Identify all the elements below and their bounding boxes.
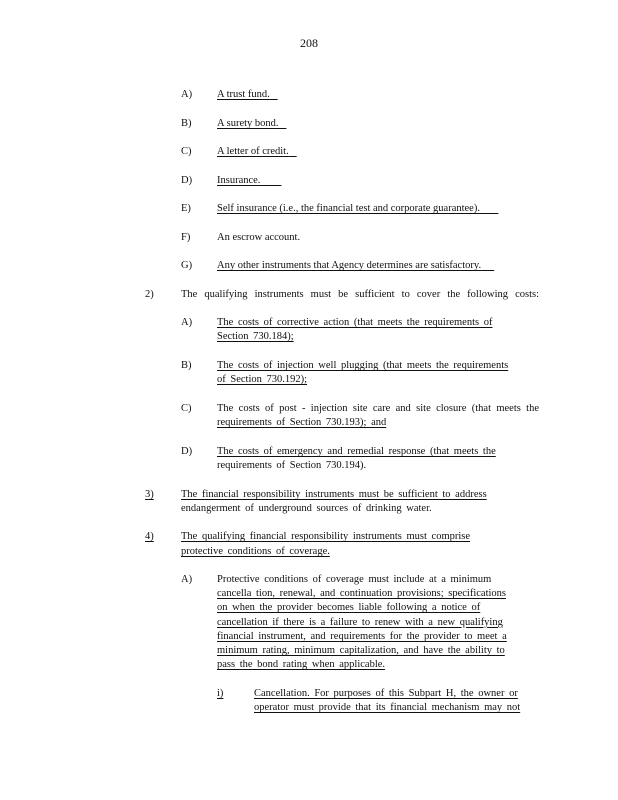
item-text-b: A surety bond. bbox=[217, 118, 279, 129]
item-label-f: F) bbox=[181, 232, 191, 243]
para3-label: 3) bbox=[145, 489, 154, 500]
page-number: 208 bbox=[300, 36, 318, 50]
item-text-g: Any other instruments that Agency determines are satisfactory. bbox=[217, 260, 482, 271]
item-label-e: E) bbox=[181, 203, 191, 214]
para4-line1: The qualifying financial responsibility instruments must comprise bbox=[181, 531, 471, 542]
para2-sub-a-line1: The costs of corrective action (that meets the requirements of bbox=[217, 317, 493, 328]
para2-sub-a-label: A) bbox=[181, 317, 193, 328]
item-label-g: G) bbox=[181, 260, 193, 271]
para2-sub-c-line1: The costs of post - injection site care and site closure (that meets the bbox=[217, 403, 539, 414]
para2-sub-c-line2: requirements of Section 730.193); and bbox=[217, 417, 387, 428]
para3-line2: endangerment of underground sources of drinking water. bbox=[181, 503, 432, 514]
para4-label: 4) bbox=[145, 531, 154, 542]
para2-sub-c-label: C) bbox=[181, 403, 192, 414]
para2-sub-b-label: B) bbox=[181, 360, 192, 371]
para2-sub-d-line2: requirements of Section 730.194). bbox=[217, 460, 367, 471]
para4a-line-7: pass the bond rating when applicable. bbox=[217, 659, 386, 671]
para4ai-line-2: operator must provide that its financial mechanism may not bbox=[254, 702, 521, 714]
para4a-line-3: on when the provider becomes liable following a notice of bbox=[217, 602, 481, 614]
item-text-f: An escrow account. bbox=[217, 232, 301, 243]
para2-sub-d-line1: The costs of emergency and remedial response (that meets the bbox=[217, 446, 496, 457]
para2-sub-b-line2: of Section 730.192); bbox=[217, 374, 308, 385]
item-text-e: Self insurance (i.e., the financial test and corporate guarantee). bbox=[217, 203, 480, 214]
para2-text: The qualifying instruments must be sufficient to cover the following costs: bbox=[181, 289, 539, 300]
para4a-line-5: financial instrument, and requirements for the provider to meet a bbox=[217, 630, 507, 642]
para4a-label: A) bbox=[181, 574, 193, 585]
para4a-line-6: minimum rating, minimum capitalization, and have the ability to bbox=[217, 645, 505, 657]
para3-line1: The financial responsibility instruments must be sufficient to address bbox=[181, 489, 487, 500]
para2-label: 2) bbox=[145, 289, 154, 300]
para4a-line-1: Protective conditions of coverage must include at a minimum bbox=[217, 574, 492, 585]
item-text-a: A trust fund. bbox=[217, 89, 270, 100]
para4a-line-4: cancellation if there is a failure to renew with a new qualifying bbox=[217, 616, 503, 628]
item-label-d: D) bbox=[181, 175, 193, 186]
item-label-a: A) bbox=[181, 89, 193, 100]
para4a-line-2: cancella tion, renewal, and continuation provisions; specifications bbox=[217, 588, 506, 600]
item-label-c: C) bbox=[181, 146, 192, 157]
para2-sub-a-line2: Section 730.184); bbox=[217, 331, 294, 342]
para4ai-line-1: Cancellation. For purposes of this Subpart H, the owner or bbox=[254, 688, 518, 699]
item-text-d: Insurance. bbox=[217, 175, 261, 186]
para2-sub-b-line1: The costs of injection well plugging (that meets the requirements bbox=[217, 360, 509, 371]
item-label-b: B) bbox=[181, 118, 192, 129]
para4-line2: protective conditions of coverage. bbox=[181, 546, 330, 557]
para2-sub-d-label: D) bbox=[181, 446, 193, 457]
para4ai-text bbox=[254, 687, 540, 715]
item-text-c: A letter of credit. bbox=[217, 146, 289, 157]
para4ai-label: i) bbox=[217, 688, 224, 699]
para4a-text bbox=[217, 573, 533, 672]
